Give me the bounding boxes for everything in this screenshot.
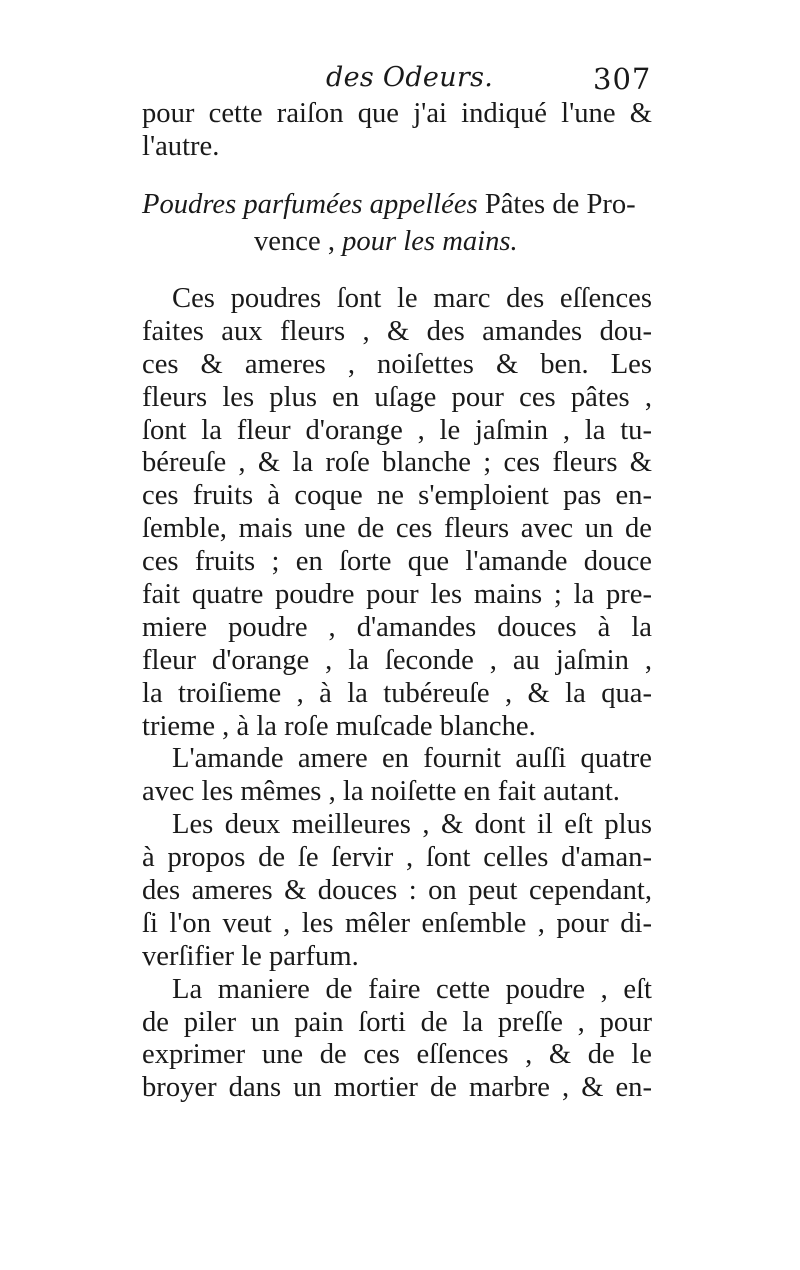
- running-title: des Odeurs.: [326, 62, 494, 93]
- text-line: fleurs les plus en uſage pour ces pâtes ,: [142, 381, 652, 413]
- text-line: ces & ameres , noiſettes & ben. Les: [142, 348, 652, 380]
- section-heading-roman: vence ,: [254, 226, 335, 257]
- text-line: ſont la fleur d'orange , le jaſmin , la tu-: [142, 414, 652, 446]
- text-line: ſi l'on veut , les mêler enſemble , pour di-: [142, 907, 652, 939]
- text-line: broyer dans un mortier de marbre , & en-: [142, 1072, 652, 1104]
- section-heading-italic: Poudres parfumées appellées: [142, 189, 478, 220]
- paragraph-1: [142, 283, 652, 743]
- text-line: Ces poudres ſont le marc des eſſences: [172, 283, 652, 314]
- text-line: exprimer une de ces eſſences , & de le: [142, 1039, 652, 1071]
- text-line: à propos de ſe ſervir , ſont celles d'aman-: [142, 842, 652, 874]
- text-line: ces fruits ; en ſorte que l'amande douce: [142, 546, 652, 578]
- text-line: ſemble, mais une de ces fleurs avec un de: [142, 513, 652, 545]
- paragraph-2: [142, 743, 652, 809]
- text-line: fleur d'orange , la ſeconde , au jaſmin ,: [142, 644, 652, 676]
- text-line: La maniere de faire cette poudre , eſt: [172, 973, 652, 1005]
- section-heading-roman: Pâtes de Pro-: [484, 189, 636, 220]
- section-heading-line: [142, 223, 662, 260]
- text-line: fait quatre poudre pour les mains ; la pre-: [142, 579, 652, 611]
- body-text: [142, 283, 652, 1105]
- text-line: béreuſe , & la roſe blanche ; ces fleurs &: [142, 447, 652, 479]
- continued-paragraph: [142, 98, 652, 164]
- text-line: de piler un pain ſorti de la preſſe , pour: [142, 1006, 652, 1038]
- paragraph-3: [142, 809, 652, 973]
- paragraph-4: [142, 974, 652, 1106]
- text-line: verſifier le parfum.: [142, 940, 359, 972]
- text-line: ces fruits à coque ne s'emploient pas en-: [142, 480, 652, 512]
- section-heading-italic: pour les mains.: [342, 226, 518, 257]
- section-heading: [142, 186, 662, 260]
- page-number: 307: [593, 62, 652, 96]
- text-line: faites aux fleurs , & des amandes dou-: [142, 315, 652, 347]
- section-heading-line: [142, 186, 662, 223]
- page-header: [0, 62, 800, 98]
- text-line: L'amande amere en fournit auſſi quatre: [172, 743, 652, 775]
- text-line: pour cette raiſon que j'ai indiqué l'une &: [142, 98, 652, 129]
- text-line: miere poudre , d'amandes douces à la: [142, 611, 652, 643]
- text-line: l'autre.: [142, 130, 220, 162]
- text-line: trieme , à la roſe muſcade blanche.: [142, 710, 536, 742]
- text-line: des ameres & douces : on peut cependant,: [142, 875, 652, 907]
- text-line: avec les mêmes , la noiſette en fait autant.: [142, 776, 620, 808]
- text-line: la troiſieme , à la tubéreuſe , & la qua-: [142, 677, 652, 709]
- text-line: Les deux meilleures , & dont il eſt plus: [172, 809, 652, 841]
